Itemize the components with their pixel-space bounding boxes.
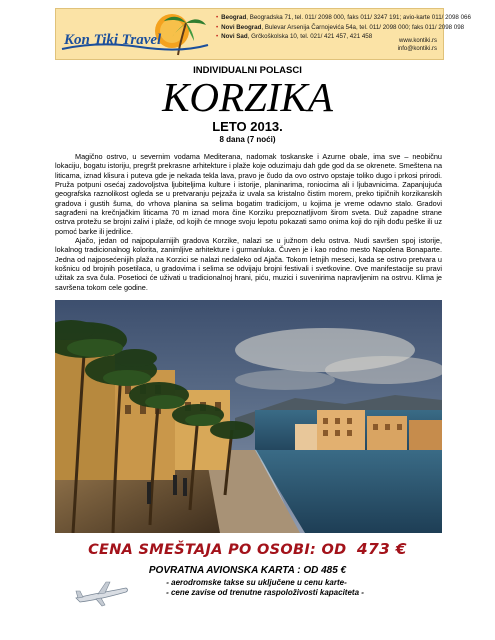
ajaccio-photo — [55, 300, 442, 533]
page-title: KORZIKA — [162, 74, 333, 120]
airport-tax-note: - aerodromske takse su uključene u cenu karte- — [166, 578, 347, 587]
email-link[interactable]: info@kontiki.rs — [397, 46, 437, 52]
duration-label: 8 dana (7 noći) — [219, 135, 276, 144]
price-line — [0, 540, 495, 558]
agency-header — [55, 8, 471, 60]
description — [55, 152, 442, 292]
website-link[interactable]: www.kontiki.rs — [398, 38, 437, 44]
kon-tiki-logo — [60, 11, 210, 57]
paragraph-ajaccio: Ajačo, jedan od najpopularnijih gradova Korzike, nalazi se u južnom delu ostrva. Nudi savršen spoj istorije, lokalnog tradicionalnog kolorita, zanimljive arhitekture i gurmanluka. Čuven je i kao rodno mesto Napolena Bonaparte. Jedna od najposećenijih plaža na Korzici se nalazi nedaleko od Ajača. Tokom letnjih meseci, kada se ostrvo pretvara u košnicu od brojnih posetilaca, u gradovima i selima se odvijaju brojni festivali i svetkovine. Ove manifestacije su pravi užitak za sva čula. Posetioci će uživati u tradicionalnoj hrani, piću, muzici i suvenirima napravljenim na ostrvu. Klima je savršena tokom cele godine. — [55, 236, 442, 292]
contact-beograd: • Beograd, Beogradska 71, tel. 011/ 2098 000, faks 011/ 3247 191; avio-karte 011/ 2098 066 — [216, 14, 471, 21]
contact-novi-sad: • Novi Sad, Grčkoškolska 10, tel. 021/ 421 457, 421 458 — [216, 33, 373, 41]
availability-note: - cene zavise od trenutne raspoloživosti kapaciteta - — [166, 588, 364, 597]
paragraph-island: Magično ostrvo, u severnim vodama Mediterana, nadomak toskanske i Azurne obale, ima sve – neobičnu lokaciju, bogatu istoriju, pregršt prekrasne arhitekture i plaže koje oduzimaju dah gde god da se okrenete. Smeštena na liticama, iznad klisura i puteva gde je nekada tekla lava, pravo je čudo da ovo ostrvo opstaje toliko dugo i prkosi prirodi. Pruža potpuni osećaj zadovoljstva ljubiteljima kulture i istorije, planinarima, roniocima ali i ljubavnicima. Zapanjujuća geografska raznolikost ogleda se u pretvaranju pejzaža iz uvala sa kristalno čistim morem, preko tipičnih korzikanskih gradova i gustih šuma, do vrhova planina sa selima bogatim tradicijom, u kojima je vreme odavno stalo. Gradovi sagrađeni na krečnjačkim liticama 70 m iznad mora čine Korziku prepoznatljivom širom sveta. Duž zapadne strane ostrva protežu se brojni zalivi i plaže, od kojih će mnoge svoju lepotu pokazati samo onima koji do njih dođu peške ili uz pomoć barke ili jedrilice. — [55, 152, 442, 236]
web-contacts — [398, 37, 437, 53]
logo-text: Kon Tiki Travel — [64, 32, 162, 48]
price-label: CENA SMEŠTAJA PO OSOBI: — [88, 542, 317, 558]
price-from: OD — [321, 542, 347, 558]
season-label: LETO 2013. — [212, 119, 283, 134]
page-subtitle: INDIVIDUALNI POLASCI — [193, 65, 302, 76]
flight-price: POVRATNA AVIONSKA KARTA : OD 485 € — [148, 565, 347, 576]
price-amount: 473 € — [356, 540, 407, 558]
contact-novi-beograd: • Novi Beograd, Bulevar Arsenija Čarnojevića 54a, tel. 011/ 2098 000; faks 011/ 2098 098 — [216, 23, 465, 31]
